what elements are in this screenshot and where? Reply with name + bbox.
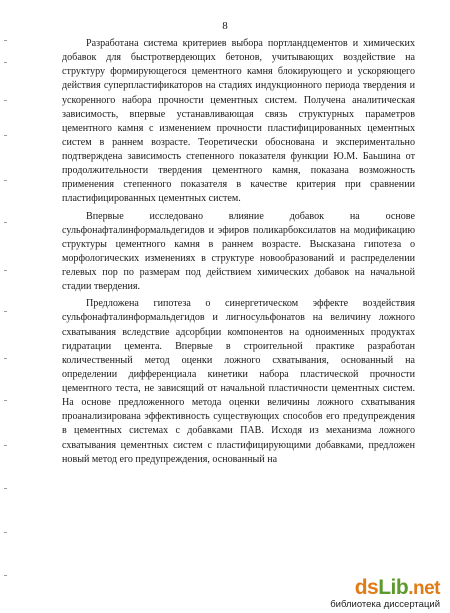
paragraph-3: Предложена гипотеза о синергетическом эффекте воздействия сульфонафталинформальдегидов и лигносульфонатов на величину ложного схватывания вследствие адсорбции компонентов на одноименных продуктах гидратации цемента. Впервые в строительной практике разработан количественный метод оценки ложного схватывания, основанный на определении дифференциала кинетики набора пластической прочности цементного теста, не зависящий от начальной пластичности цементных систем. На основе предложенного метода оценки величины ложного схватывания проанализирована эффективность существующих способов его предупреждения в цементных системах с добавками ПАВ. Исходя из механизма ложного схватывания цементных систем с пластифицирующими добавками, предложен новый метод его предупреждения, основанный на (62, 298, 415, 465)
logo-net: .net (408, 578, 440, 599)
watermark-caption: библиотека диссертаций (330, 599, 440, 610)
paragraph-1: Разработана система критериев выбора портландцементов и химических добавок для быстротвердеющих бетонов, учитывающих воздействие на структуру формирующегося цементного камня блокирующего и ускоряющего действия суперпластификаторов на стадиях индукционного периода твердения и ускоренного набора прочности цементных систем. Получена аналитическая зависимость, впервые устанавливающая связь структурных параметров цементного камня с изменением прочности пластифицированных цементных систем в раннем возрасте. Теоретически обоснована и экспериментально подтверждена зависимость степенного показателя функции Ю.М. Баьшина от продолжительности твердения цементного камня, показана возможность применения степенного показателя в качестве критерия при сравнении пластифицированных цементных систем. (62, 38, 415, 205)
document-body (62, 37, 415, 471)
paragraph-2: Впервые исследовано влияние добавок на основе сульфонафталинформальдегидов и эфиров поликарбоксилатов на модификацию структуры цементного камня в раннем возрасте. Высказана гипотеза о морфологических изменениях в структуре новообразований и распределении гелевых пор по размерам под действием химических добавок на начальной стадии твердения. (62, 210, 415, 293)
page-number: 8 (222, 20, 228, 32)
dslib-logo (355, 577, 440, 600)
binding-margin-marks (4, 40, 14, 600)
logo-lib: Lib (378, 576, 409, 599)
logo-ds: ds (354, 576, 379, 599)
dslib-watermark (314, 577, 444, 611)
